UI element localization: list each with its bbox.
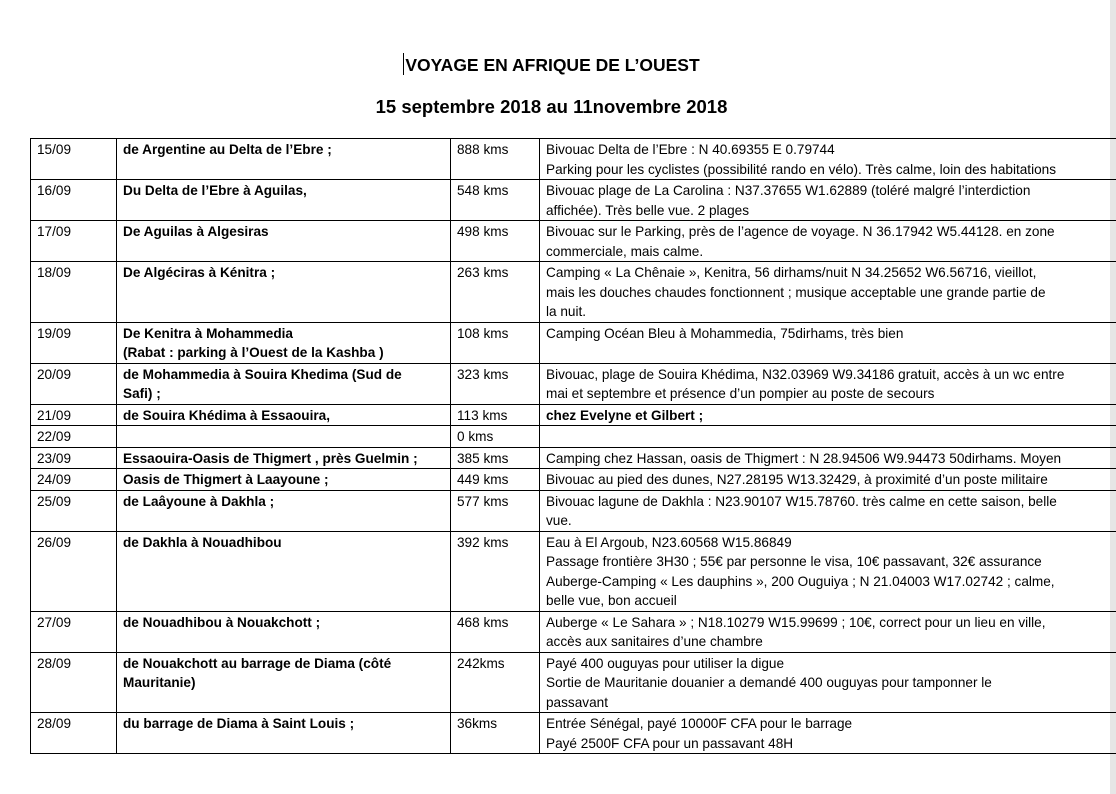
note-line: Bivouac Delta de l’Ebre : N 40.69355 E 0.79744 (546, 142, 835, 157)
note-line: Passage frontière 3H30 ; 55€ par personne le visa, 10€ passavant, 32€ assurance (546, 554, 1042, 569)
notes-cell (540, 426, 1116, 448)
table-row (31, 531, 1116, 611)
route-line: de Nouadhibou à Nouakchott ; (123, 614, 321, 630)
date-cell: 18/09 (31, 262, 117, 323)
itinerary-table (30, 138, 1116, 754)
route-line (123, 427, 444, 447)
table-row (31, 611, 1116, 652)
notes-cell (540, 469, 1116, 491)
table-row (31, 221, 1116, 262)
notes-cell (540, 713, 1116, 754)
date-cell: 23/09 (31, 447, 117, 469)
note-line: Camping chez Hassan, oasis de Thigmert : N 28.94506 W9.94473 50dirhams. Moyen (546, 450, 1062, 466)
route-cell (117, 262, 451, 323)
notes-cell (540, 322, 1116, 363)
notes-cell (540, 611, 1116, 652)
notes-cell (540, 652, 1116, 713)
route-line: de Argentine au Delta de l’Ebre ; (123, 142, 332, 157)
date-cell: 22/09 (31, 426, 117, 448)
route-cell (117, 469, 451, 491)
table-row (31, 139, 1116, 180)
note-line: chez Evelyne et Gilbert ; (546, 407, 704, 423)
distance-cell: 323 kms (451, 363, 540, 404)
route-cell (117, 713, 451, 754)
route-line: de Dakhla à Nouadhibou (123, 534, 282, 550)
route-line: De Algéciras à Kénitra ; (123, 265, 276, 280)
itinerary-rows (31, 139, 1116, 754)
distance-cell: 385 kms (451, 447, 540, 469)
date-cell: 19/09 (31, 322, 117, 363)
note-line: la nuit. (546, 304, 587, 319)
table-row (31, 490, 1116, 531)
note-line: Camping Océan Bleu à Mohammedia, 75dirhams, très bien (546, 325, 904, 341)
route-cell (117, 531, 451, 611)
distance-cell: 0 kms (451, 426, 540, 448)
distance-cell: 263 kms (451, 262, 540, 323)
route-cell (117, 139, 451, 180)
table-row (31, 363, 1116, 404)
route-line: Mauritanie) (123, 675, 196, 690)
note-line: Camping « La Chênaie », Kenitra, 56 dirhams/nuit N 34.25652 W6.56716, vieillot, (546, 265, 1037, 280)
route-cell (117, 426, 451, 448)
note-line: Bivouac, plage de Souira Khédima, N32.03969 W9.34186 gratuit, accès à un wc entre (546, 366, 1065, 382)
date-cell: 25/09 (31, 490, 117, 531)
note-line: Bivouac sur le Parking, près de l’agence de voyage. N 36.17942 W5.44128. en zone (546, 224, 1055, 239)
note-line (546, 427, 1112, 447)
date-cell: 26/09 (31, 531, 117, 611)
note-line: Payé 400 ouguyas pour utiliser la digue (546, 655, 785, 671)
table-row (31, 322, 1116, 363)
date-cell: 28/09 (31, 652, 117, 713)
note-line: Bivouac au pied des dunes, N27.28195 W13.32429, à proximité d’un poste militaire (546, 472, 1048, 487)
distance-cell: 113 kms (451, 404, 540, 426)
distance-cell: 548 kms (451, 180, 540, 221)
date-cell: 24/09 (31, 469, 117, 491)
document-title: VOYAGE EN AFRIQUE DE L’OUEST (405, 55, 700, 75)
table-row (31, 652, 1116, 713)
note-line: Bivouac plage de La Carolina : N37.37655 W1.62889 (toléré malgré l’interdiction (546, 183, 1031, 198)
distance-cell: 36kms (451, 713, 540, 754)
note-line: passavant (546, 694, 608, 710)
date-cell: 16/09 (31, 180, 117, 221)
date-cell: 27/09 (31, 611, 117, 652)
notes-cell (540, 447, 1116, 469)
table-row (31, 447, 1116, 469)
route-line: (Rabat : parking à l’Ouest de la Kashba ) (123, 345, 384, 360)
route-cell (117, 404, 451, 426)
note-line: affichée). Très belle vue. 2 plages (546, 202, 750, 218)
notes-cell (540, 490, 1116, 531)
notes-cell (540, 404, 1116, 426)
note-line: Parking pour les cyclistes (possibilité rando en vélo). Très calme, loin des habitations (546, 161, 1057, 177)
route-cell (117, 652, 451, 713)
table-row (31, 469, 1116, 491)
table-row (31, 713, 1116, 754)
route-cell (117, 322, 451, 363)
distance-cell: 468 kms (451, 611, 540, 652)
note-line: mai et septembre et présence d’un pompier au poste de secours (546, 386, 935, 401)
note-line: belle vue, bon accueil (546, 593, 677, 608)
table-row (31, 404, 1116, 426)
note-line: accès aux sanitaires d’une chambre (546, 634, 763, 649)
route-cell (117, 490, 451, 531)
note-line: Entrée Sénégal, payé 10000F CFA pour le barrage (546, 716, 853, 731)
route-cell (117, 363, 451, 404)
route-line: De Kenitra à Mohammedia (123, 325, 293, 341)
note-line: Bivouac lagune de Dakhla : N23.90107 W15.78760. très calme en cette saison, belle (546, 493, 1057, 509)
note-line: Payé 2500F CFA pour un passavant 48H (546, 735, 794, 751)
note-line: Auberge « Le Sahara » ; N18.10279 W15.99699 ; 10€, correct pour un lieu en ville, (546, 614, 1046, 630)
route-cell (117, 221, 451, 262)
date-cell: 28/09 (31, 713, 117, 754)
route-cell (117, 447, 451, 469)
route-line: de Mohammedia à Souira Khedima (Sud de (123, 366, 402, 382)
route-line: Safi) ; (123, 386, 161, 401)
distance-cell: 449 kms (451, 469, 540, 491)
note-line: Sortie de Mauritanie douanier a demandé 400 ouguyas pour tamponner le (546, 675, 992, 690)
note-line: Auberge-Camping « Les dauphins », 200 Ouguiya ; N 21.04003 W17.02742 ; calme, (546, 573, 1055, 589)
notes-cell (540, 221, 1116, 262)
date-cell: 20/09 (31, 363, 117, 404)
route-line: Essaouira-Oasis de Thigmert , près Guelmin ; (123, 450, 418, 466)
route-cell (117, 611, 451, 652)
route-line: de Souira Khédima à Essaouira, (123, 407, 330, 423)
date-cell: 15/09 (31, 139, 117, 180)
route-line: Du Delta de l’Ebre à Aguilas, (123, 183, 307, 198)
notes-cell (540, 531, 1116, 611)
note-line: vue. (546, 513, 572, 528)
route-line: Oasis de Thigmert à Laayoune ; (123, 472, 329, 487)
date-cell: 17/09 (31, 221, 117, 262)
distance-cell: 498 kms (451, 221, 540, 262)
note-line: commerciale, mais calme. (546, 243, 704, 259)
date-cell: 21/09 (31, 404, 117, 426)
route-line: de Laâyoune à Dakhla ; (123, 493, 275, 509)
route-line: de Nouakchott au barrage de Diama (côté (123, 655, 392, 671)
distance-cell: 242kms (451, 652, 540, 713)
table-row (31, 262, 1116, 323)
distance-cell: 888 kms (451, 139, 540, 180)
notes-cell (540, 262, 1116, 323)
note-line: Eau à El Argoub, N23.60568 W15.86849 (546, 534, 792, 550)
note-line: mais les douches chaudes fonctionnent ; musique acceptable une grande partie de (546, 284, 1046, 300)
distance-cell: 392 kms (451, 531, 540, 611)
distance-cell: 577 kms (451, 490, 540, 531)
route-line: De Aguilas à Algesiras (123, 224, 269, 239)
route-line: du barrage de Diama à Saint Louis ; (123, 716, 355, 731)
route-cell (117, 180, 451, 221)
notes-cell (540, 139, 1116, 180)
table-row (31, 180, 1116, 221)
notes-cell (540, 363, 1116, 404)
notes-cell (540, 180, 1116, 221)
document-subtitle: 15 septembre 2018 au 11novembre 2018 (375, 96, 728, 117)
table-row (31, 426, 1116, 448)
distance-cell: 108 kms (451, 322, 540, 363)
